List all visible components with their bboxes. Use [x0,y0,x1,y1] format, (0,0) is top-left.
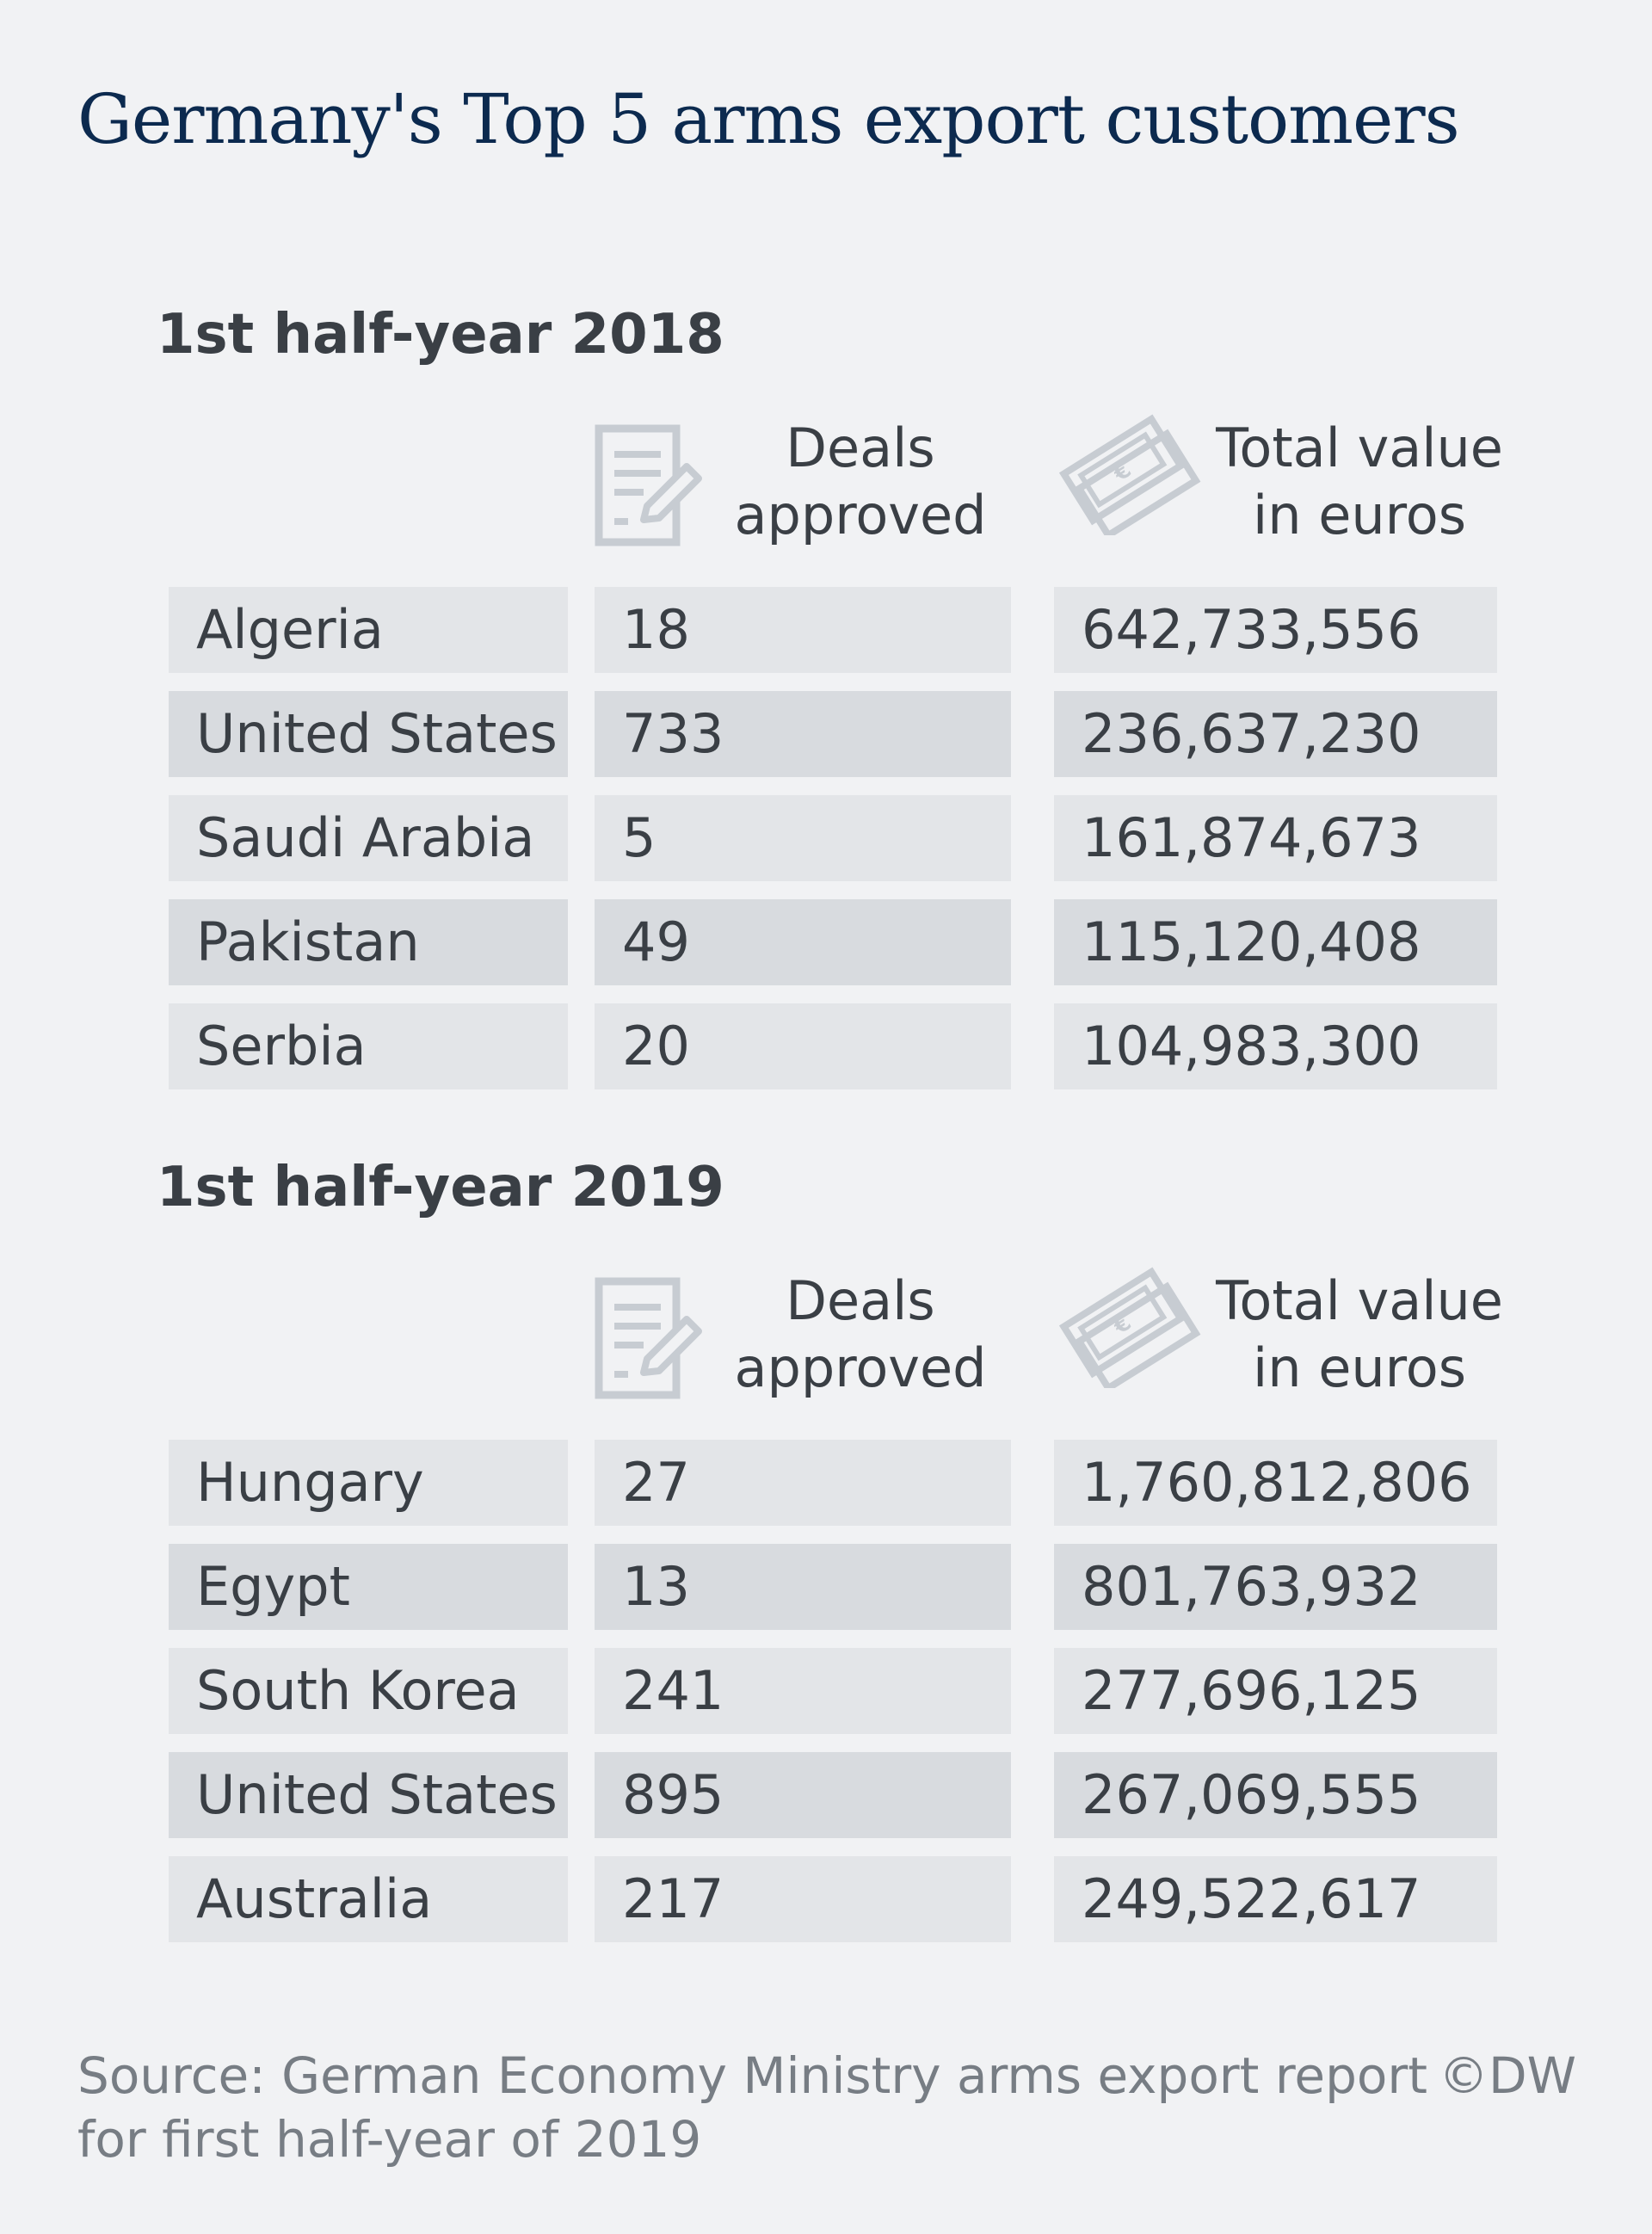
value-cell: 115,120,408 [1054,899,1497,985]
value-cell: 104,983,300 [1054,1003,1497,1089]
deals-cell: 20 [595,1003,1011,1089]
value-cell: 277,696,125 [1054,1648,1497,1734]
country-cell: Australia [169,1856,568,1942]
deals-cell: 49 [595,899,1011,985]
deals-cell: 217 [595,1856,1011,1942]
deals-header [731,1268,989,1402]
value-cell: 249,522,617 [1054,1856,1497,1942]
deals-header-line2: approved [734,484,987,546]
deals-header-line2: approved [734,1336,987,1399]
deals-header-line1: Deals [786,1269,935,1332]
value-header-line1: Total value [1216,1269,1503,1332]
country-cell: Saudi Arabia [169,795,568,881]
country-cell: United States [169,691,568,777]
document-pen-icon [594,423,707,558]
svg-text:€: € [1108,456,1137,487]
table-2018 [0,303,1652,1112]
deals-cell: 13 [595,1544,1011,1630]
value-cell: 1,760,812,806 [1054,1440,1497,1526]
euro-banknotes-icon [1051,406,1206,539]
table-row [0,1752,1652,1838]
country-cell: United States [169,1752,568,1838]
deals-cell: 895 [595,1752,1011,1838]
value-cell: 161,874,673 [1054,795,1497,881]
deals-cell: 18 [595,587,1011,673]
table-row [0,1003,1652,1089]
table-row [0,899,1652,985]
deals-header [731,415,989,549]
country-cell: Serbia [169,1003,568,1089]
deals-cell: 5 [595,795,1011,881]
source-line-1: Source: German Economy Ministry arms export report [77,2046,1427,2105]
euro-banknotes-icon [1051,1259,1206,1392]
table-2019 [0,1156,1652,1965]
source-line-2: for first half-year of 2019 [77,2110,702,2169]
deals-cell: 241 [595,1648,1011,1734]
table-row [0,795,1652,881]
value-header-line2: in euros [1252,1336,1467,1399]
deals-cell: 27 [595,1440,1011,1526]
dw-credit: ©DW [1439,2046,1577,2105]
section-title: 1st half-year 2018 [157,303,724,367]
deals-header-line1: Deals [786,417,935,479]
country-cell: South Korea [169,1648,568,1734]
country-cell: Pakistan [169,899,568,985]
value-cell: 801,763,932 [1054,1544,1497,1630]
table-row [0,691,1652,777]
value-cell: 267,069,555 [1054,1752,1497,1838]
value-header [1205,415,1514,549]
table-row [0,1440,1652,1526]
country-cell: Egypt [169,1544,568,1630]
source-note [77,2044,1427,2171]
table-row [0,1856,1652,1942]
section-title: 1st half-year 2019 [157,1156,724,1219]
table-row [0,1544,1652,1630]
deals-cell: 733 [595,691,1011,777]
country-cell: Algeria [169,587,568,673]
table-row [0,587,1652,673]
value-header [1205,1268,1514,1402]
table-row [0,1648,1652,1734]
document-pen-icon [594,1276,707,1410]
value-cell: 642,733,556 [1054,587,1497,673]
country-cell: Hungary [169,1440,568,1526]
page-title: Germany's Top 5 arms export customers [77,79,1459,159]
value-cell: 236,637,230 [1054,691,1497,777]
svg-text:€: € [1108,1309,1137,1340]
value-header-line1: Total value [1216,417,1503,479]
value-header-line2: in euros [1252,484,1467,546]
